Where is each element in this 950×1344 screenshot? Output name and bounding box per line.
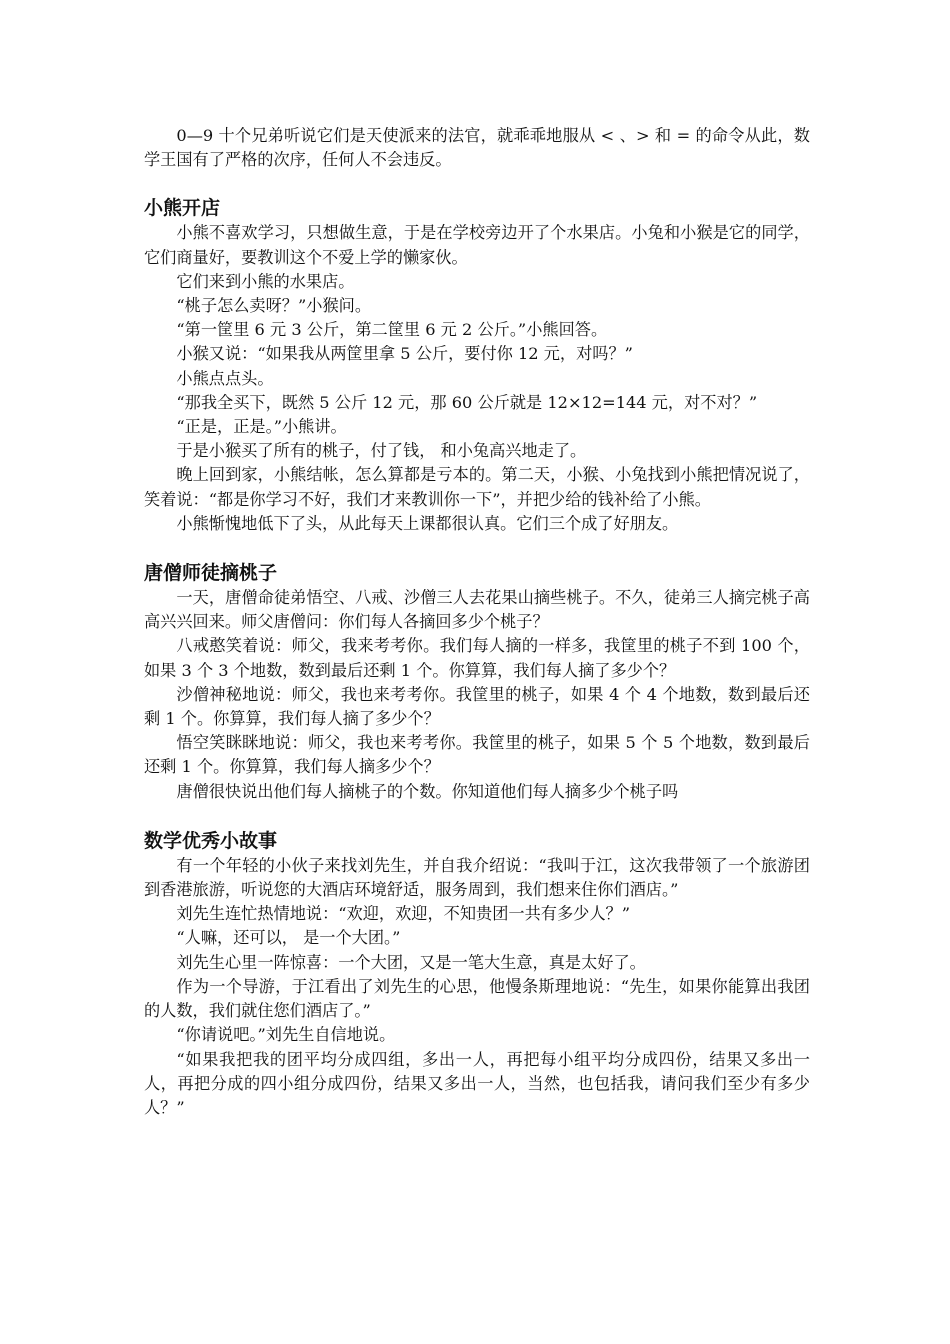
section-title: 唐僧师徒摘桃子: [144, 562, 278, 585]
paragraph: “你请说吧。”刘先生自信地说。: [176, 1025, 396, 1045]
paragraph: “桃子怎么卖呀？”小猴问。: [176, 296, 372, 316]
paragraph: 刘先生心里一阵惊喜：一个大团，又是一笔大生意，真是太好了。: [176, 952, 646, 972]
paragraph: 刘先生连忙热情地说：“欢迎，欢迎，不知贵团一共有多少人？”: [176, 904, 631, 924]
paragraph: “第一筐里 6 元 3 公斤，第二筐里 6 元 2 公斤。”小熊回答。: [176, 320, 608, 340]
document-body: [144, 124, 810, 1120]
paragraph: 唐僧很快说出他们每人摘桃子的个数。你知道他们每人摘多少个桃子吗: [176, 781, 679, 801]
story-section-picking-peaches: [144, 560, 810, 804]
paragraph: 晚上回到家，小熊结帐，怎么算都是亏本的。第二天，小猴、小兔找到小熊把情况说了，笑着说：“都是你学习不好，我们才来教训你一下”，并把少给的钱补给了小熊。: [144, 465, 810, 509]
section-title: 小熊开店: [144, 197, 221, 220]
paragraph: 于是小猴买了所有的桃子，付了钱， 和小兔高兴地走了。: [176, 441, 587, 461]
paragraph: 沙僧神秘地说：师父，我也来考考你。我筐里的桃子，如果 4 个 4 个地数，数到最后还剩 1 个。你算算，我们每人摘了多少个？: [144, 684, 810, 729]
paragraph: 小熊不喜欢学习，只想做生意，于是在学校旁边开了个水果店。小兔和小猴是它的同学，它们商量好，要教训这个不爱上学的懒家伙。: [144, 223, 810, 267]
paragraph: 一天，唐僧命徒弟悟空、八戒、沙僧三人去花果山摘些桃子。不久，徒弟三人摘完桃子高高兴兴回来。师父唐僧问：你们每人各摘回多少个桃子？: [144, 588, 810, 632]
paragraph: 悟空笑眯眯地说：师父，我也来考考你。我筐里的桃子，如果 5 个 5 个地数，数到最后还剩 1 个。你算算，我们每人摘多少个？: [144, 733, 810, 777]
paragraph: “如果我把我的团平均分成四组，多出一人，再把每小组平均分成四份，结果又多出一人，再把分成的四小组分成四份，结果又多出一人，当然，也包括我，请问我们至少有多少人？”: [144, 1049, 810, 1117]
paragraph: 小熊惭愧地低下了头，从此每天上课都很认真。它们三个成了好朋友。: [176, 513, 679, 533]
paragraph: “那我全买下，既然 5 公斤 12 元，那 60 公斤就是 12×12=144 元，对不对？”: [176, 392, 758, 412]
paragraph: 作为一个导游，于江看出了刘先生的心思，他慢条斯理地说：“先生，如果你能算出我团的人数，我们就住您们酒店了。”: [144, 976, 810, 1021]
paragraph: 八戒憨笑着说：师父，我来考考你。我们每人摘的一样多，我筐里的桃子不到 100 个，如果 3 个 3 个地数，数到最后还剩 1 个。你算算，我们每人摘了多少个？: [144, 636, 810, 680]
paragraph: “正是，正是。”小熊讲。: [176, 417, 347, 437]
story-section-math-story: [144, 828, 810, 1120]
story-section-bear-shop: [144, 195, 810, 536]
paragraph: 有一个年轻的小伙子来找刘先生，并自我介绍说：“我叫于江，这次我带领了一个旅游团到香港旅游，听说您的大酒店环境舒适，服务周到，我们想来住你们酒店。”: [144, 855, 810, 900]
paragraph: 小猴又说：“如果我从两筐里拿 5 公斤，要付你 12 元，对吗？”: [176, 344, 633, 364]
paragraph: 0—9 十个兄弟听说它们是天使派来的法官，就乖乖地服从 < 、> 和 = 的命令从此，数学王国有了严格的次序，任何人不会违反。: [144, 126, 810, 170]
paragraph: 它们来到小熊的水果店。: [176, 271, 355, 291]
section-title: 数学优秀小故事: [144, 829, 278, 852]
paragraph: “人嘛，还可以， 是一个大团。”: [176, 928, 401, 948]
paragraph: 小熊点点头。: [176, 368, 274, 388]
intro-section: [144, 124, 810, 172]
